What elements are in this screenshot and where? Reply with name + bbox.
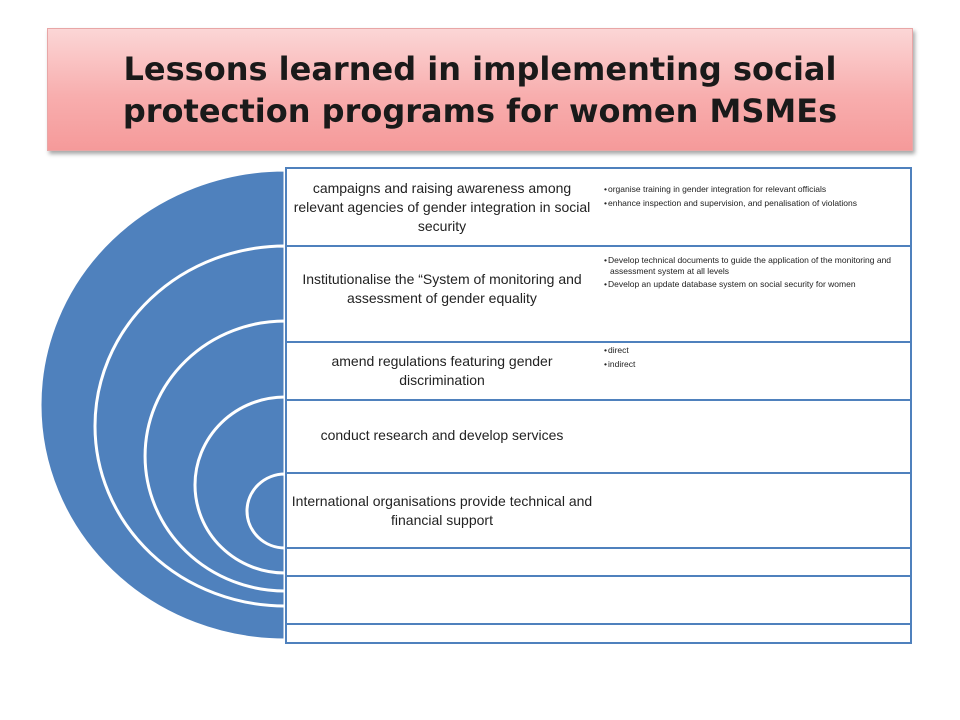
layer-2-bullet-2: • Develop an update database system on social security for women (604, 279, 904, 290)
layer-3-bullet-2: • indirect (604, 359, 904, 370)
slide-title: Lessons learned in implementing social protection programs for women MSMEs (122, 49, 838, 130)
layer-box-7 (286, 576, 911, 624)
layer-2-bullet-1: • Develop technical documents to guide the application of the monitoring and assessment system at all levels (604, 255, 904, 276)
layer-1-bullets (604, 184, 904, 211)
layer-label-1: campaigns and raising awareness among relevant agencies of gender integration in social security (293, 179, 591, 234)
layer-box-6 (286, 548, 911, 576)
layer-label-4: conduct research and develop services (320, 426, 564, 443)
layer-1-bullet-1: • organise training in gender integration for relevant officials (604, 184, 904, 195)
layer-2-bullets (604, 255, 904, 293)
layer-3-bullets (604, 345, 904, 372)
concentric-arcs (40, 170, 285, 640)
layer-3-bullet-1: • direct (604, 345, 904, 356)
layer-label-5: International organisations provide technical and financial support (291, 493, 593, 528)
layer-box-8 (286, 624, 911, 643)
layer-label-2: Institutionalise the “System of monitoring and assessment of gender equality (302, 271, 582, 306)
layer-1-bullet-2: • enhance inspection and supervision, and penalisation of violations (604, 198, 904, 209)
layer-label-3: amend regulations featuring gender discrimination (331, 353, 553, 388)
